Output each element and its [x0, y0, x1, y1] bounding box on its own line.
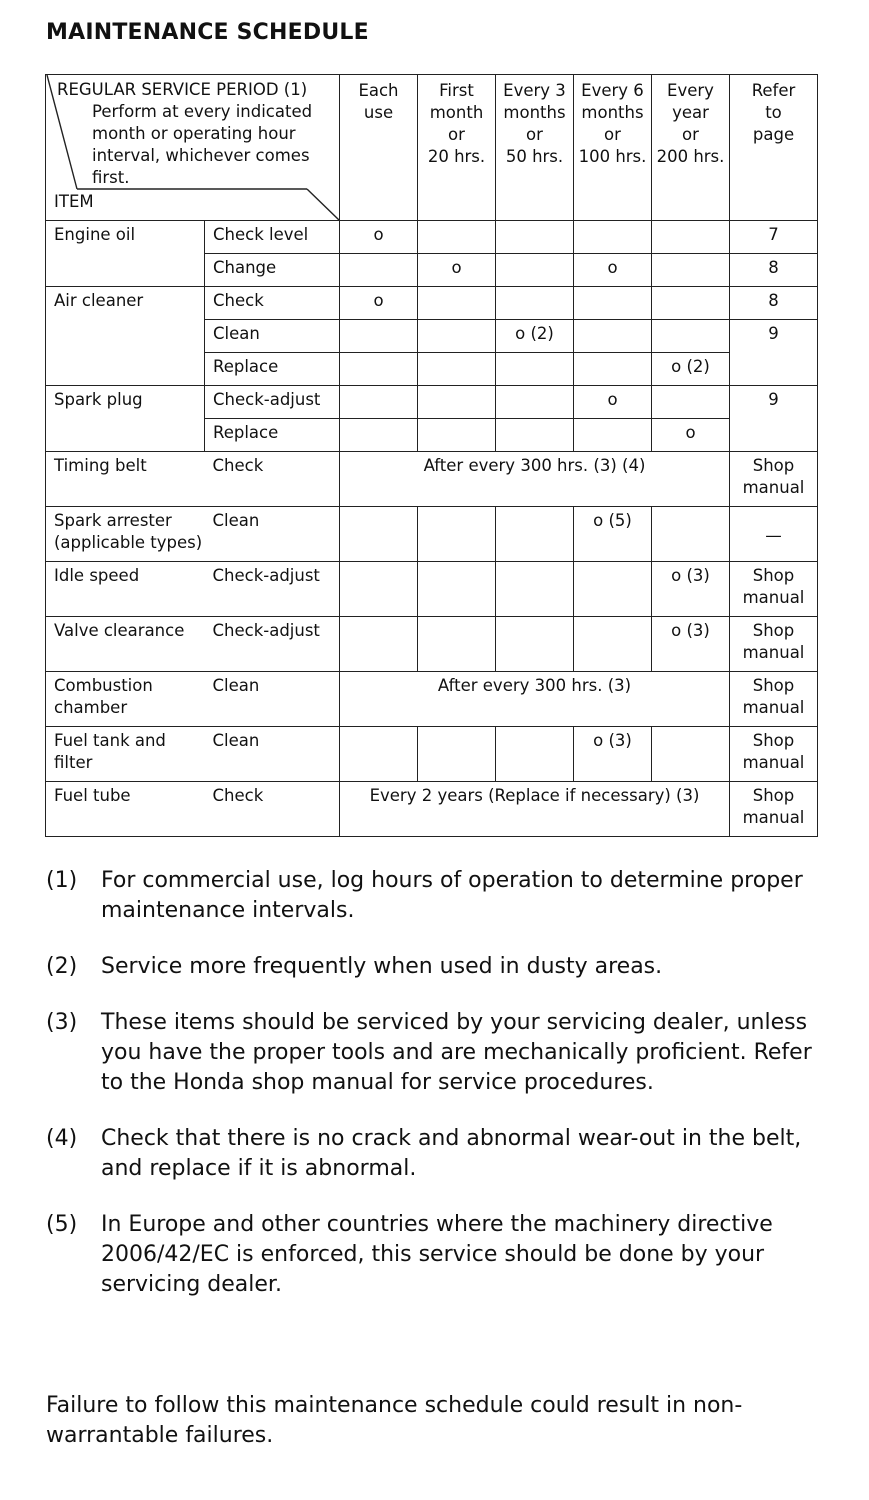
table-row: Engine oil Check level o 7 [46, 221, 818, 254]
table-row: Fuel tank and filter Clean o (3) Shop manual [46, 727, 818, 782]
col-every-6-months: Every 6 months or 100 hrs. [574, 75, 652, 221]
interval-span-cell: Every 2 years (Replace if necessary) (3) [340, 782, 730, 837]
ref-page: 7 [730, 221, 818, 254]
table-row: Idle speed Check-adjust o (3) Shop manual [46, 562, 818, 617]
item-timing-belt: Timing belt [46, 452, 205, 507]
item-fuel-tank: Fuel tank and filter [46, 727, 205, 782]
item-spark-plug: Spark plug [46, 386, 205, 419]
action-cell: Check-adjust [205, 617, 340, 672]
table-row: Air cleaner Check o 8 [46, 287, 818, 320]
table-row: Spark arrester (applicable types) Clean o (5) — [46, 507, 818, 562]
table-row: Replace o (2) [46, 353, 818, 386]
ref-shop-manual: Shop manual [730, 452, 818, 507]
ref-shop-manual: Shop manual [730, 562, 818, 617]
col-each-use: Each use [340, 75, 418, 221]
table-row [46, 672, 818, 727]
item-combustion-chamber: Combustion chamber [46, 672, 205, 727]
ref-shop-manual: Shop manual [730, 727, 818, 782]
table-row: Change o o 8 [46, 254, 818, 287]
col-refer-page: Refer to page [730, 75, 818, 221]
col-every-year: Every year or 200 hrs. [652, 75, 730, 221]
action-cell: Clean [205, 672, 340, 727]
item-valve-clearance: Valve clearance [46, 617, 205, 672]
ref-shop-manual: Shop manual [730, 617, 818, 672]
action-cell: Clean [205, 320, 340, 353]
item-engine-oil: Engine oil [46, 221, 205, 254]
ref-page: 9 [730, 386, 818, 419]
footnote: (4) Check that there is no crack and abnormal wear-out in the belt, and replace if it is abnormal. [46, 1126, 802, 1181]
table-row [46, 782, 818, 837]
action-cell: Check-adjust [205, 562, 340, 617]
footnotes [46, 866, 826, 1326]
action-cell: Check [205, 452, 340, 507]
action-cell: Check level [205, 221, 340, 254]
interval-span-cell: After every 300 hrs. (3) [340, 672, 730, 727]
table-row: Spark plug Check-adjust o 9 [46, 386, 818, 419]
item-idle-speed: Idle speed [46, 562, 205, 617]
table-row: Replace o [46, 419, 818, 452]
action-cell: Clean [205, 727, 340, 782]
item-header: ITEM [54, 192, 94, 211]
ref-page: 9 [730, 320, 818, 353]
item-spark-arrester: Spark arrester (applicable types) [46, 507, 205, 562]
action-cell: Replace [205, 419, 340, 452]
footnote: (3) These items should be serviced by your servicing dealer, unless you have the proper tools and are mechanically proficient. Refer to the Honda shop manual for service procedures. [46, 1010, 812, 1095]
table-row [46, 452, 818, 507]
col-every-3-months: Every 3 months or 50 hrs. [496, 75, 574, 221]
ref-page: 8 [730, 254, 818, 287]
maintenance-schedule-table [45, 74, 818, 837]
action-cell: Replace [205, 353, 340, 386]
header-row [46, 75, 818, 221]
footnote: (1) For commercial use, log hours of operation to determine proper maintenance intervals. [46, 868, 803, 923]
table-row: Valve clearance Check-adjust o (3) Shop manual [46, 617, 818, 672]
ref-page: 8 [730, 287, 818, 320]
ref-page: — [730, 507, 818, 562]
table-row: Clean o (2) 9 [46, 320, 818, 353]
page-title: MAINTENANCE SCHEDULE [46, 20, 369, 45]
footnote: (2) Service more frequently when used in dusty areas. [46, 954, 663, 979]
footnote: (5) In Europe and other countries where the machinery directive 2006/42/EC is enforced, this service should be done by your servicing dealer. [46, 1212, 773, 1297]
ref-shop-manual: Shop manual [730, 672, 818, 727]
action-cell: Check [205, 782, 340, 837]
action-cell: Change [205, 254, 340, 287]
period-description: Perform at every indicated month or operating hour interval, whichever comes first. [92, 102, 313, 187]
item-air-cleaner: Air cleaner [46, 287, 205, 320]
period-corner-cell [46, 75, 340, 221]
action-cell: Clean [205, 507, 340, 562]
action-cell: Check [205, 287, 340, 320]
item-fuel-tube: Fuel tube [46, 782, 205, 837]
action-cell: Check-adjust [205, 386, 340, 419]
warranty-notice: Failure to follow this maintenance schedule could result in non-warrantable failures. [46, 1393, 743, 1448]
interval-span-cell: After every 300 hrs. (3) (4) [340, 452, 730, 507]
ref-shop-manual: Shop manual [730, 782, 818, 837]
col-first-month: First month or 20 hrs. [418, 75, 496, 221]
period-title: REGULAR SERVICE PERIOD (1) [57, 80, 308, 99]
